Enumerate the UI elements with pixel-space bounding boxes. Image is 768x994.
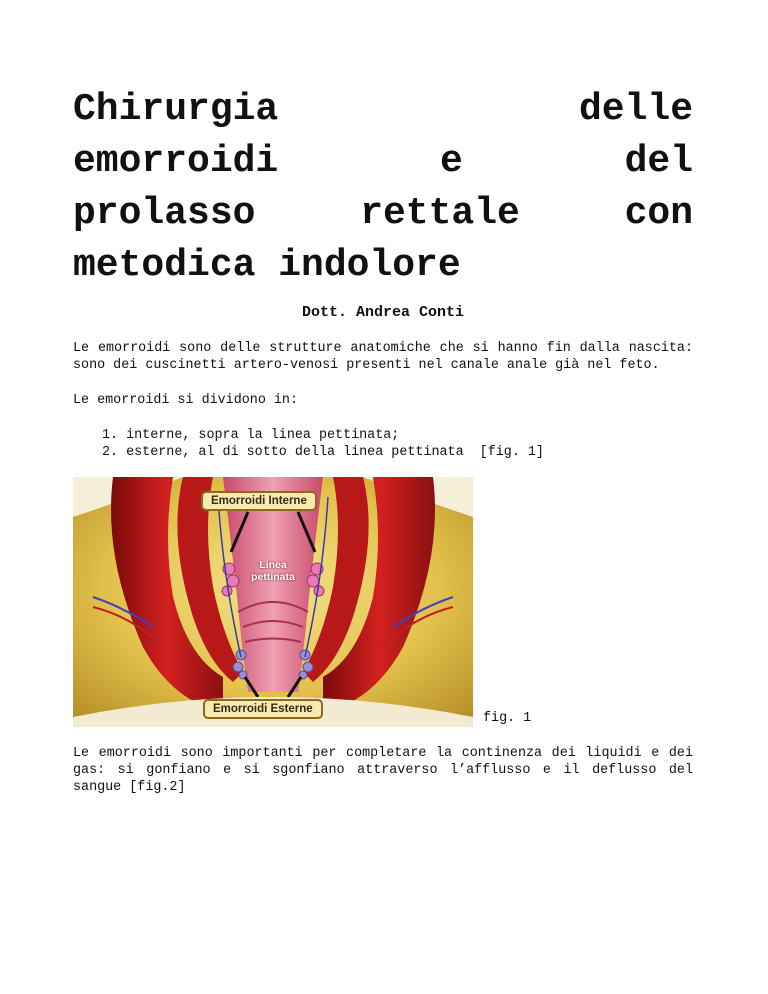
anatomy-illustration <box>73 477 473 727</box>
document-page <box>73 84 693 796</box>
list-item: 2. esterne, al di sotto della linea pettinata [fig. 1] <box>102 445 544 460</box>
label-pectinate-line-1: Linea <box>259 559 287 571</box>
title-line-2: emorroidi e del <box>73 140 693 183</box>
document-title <box>73 84 693 292</box>
figure-row <box>73 477 693 727</box>
paragraph-intro: Le emorroidi sono delle strutture anatomiche che si hanno fin dalla nascita: sono dei cuscinetti artero-venosi presenti nel canale anale già nel feto. <box>73 341 693 373</box>
anatomy-drawing <box>73 477 473 727</box>
paragraph-division: Le emorroidi si dividono in: <box>73 393 298 408</box>
title-line-3: prolasso rettale con <box>73 192 693 235</box>
hemorrhoid-types-list <box>73 427 693 461</box>
label-external-hemorrhoids: Emorroidi Esterne <box>203 699 323 719</box>
label-pectinate-line <box>245 559 301 583</box>
title-line-4: metodica indolore <box>73 244 461 287</box>
paragraph-function: Le emorroidi sono importanti per completare la continenza dei liquidi e dei gas: si gonfiano e si sgonfiano attraverso l’afflusso e il deflusso del sangue [fig.2] <box>73 746 693 795</box>
label-pectinate-line-2: pettinata <box>251 571 295 583</box>
figure-caption: fig. 1 <box>483 711 532 726</box>
list-item: 1. interne, sopra la linea pettinata; <box>102 428 400 443</box>
title-line-1: Chirurgia delle <box>73 88 693 131</box>
label-internal-hemorrhoids: Emorroidi Interne <box>201 491 317 511</box>
author-name: Dott. Andrea Conti <box>301 304 465 321</box>
